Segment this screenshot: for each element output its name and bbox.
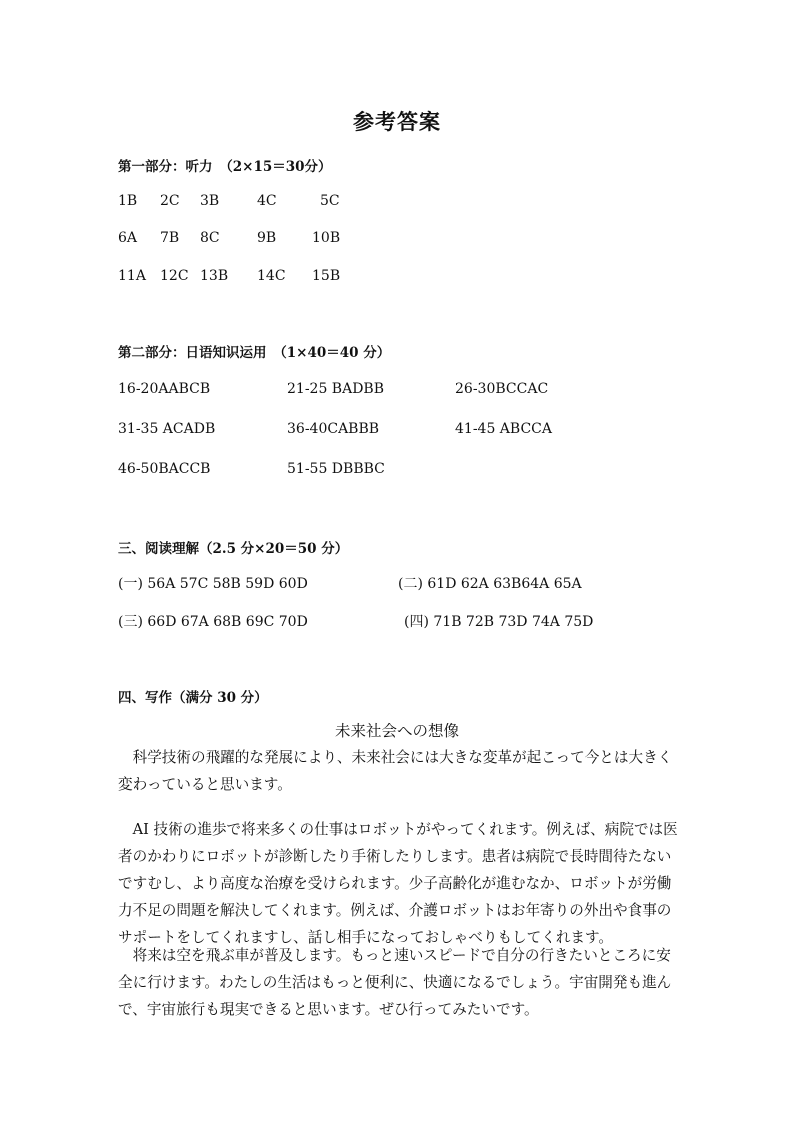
answer-cell: 3B [200, 193, 220, 209]
answer-cell: 11A [118, 268, 146, 284]
answer-cell: 8C [200, 230, 220, 246]
answer-cell: 21-25 BADBB [287, 381, 385, 397]
answer-cell: 41-45 ABCCA [455, 421, 553, 437]
answer-cell: 46-50BACCB [118, 461, 211, 477]
answer-cell: 26-30BCCAC [455, 381, 549, 397]
section-heading-listening: 第一部分：听力 （2×15＝30分） [118, 159, 332, 175]
answer-cell: 16-20AABCB [118, 381, 211, 397]
answer-cell: 4C [257, 193, 277, 209]
essay-paragraph: 科学技術の飛躍的な発展により、未来社会には大きな変革が起こって今とは大きく変わっていると思います。 [118, 749, 673, 793]
answer-cell: 15B [312, 268, 341, 284]
answer-cell: (一) 56A 57C 58B 59D 60D [118, 576, 308, 592]
essay-paragraph: AI 技術の進歩で将来多くの仕事はロボットがやってくれます。例えば、病院では医者のかわりにロボットが診断したり手術したりします。患者は病院で長時間待たないですむし、より高度な治療を受けられます。少子高齢化が進むなか、ロボットが労働力不足の問題を解決してくれます。例えば、介護ロボットはお年寄りの外出や食事のサポートをしてくれますし、話し相手になっておしゃべりもしてくれます。 [118, 821, 678, 946]
answer-cell: 13B [200, 268, 229, 284]
answer-cell: 14C [257, 268, 286, 284]
answer-cell: 9B [257, 230, 277, 246]
answer-cell: 51-55 DBBBC [287, 461, 385, 477]
answer-cell: 10B [312, 230, 341, 246]
answer-cell: 1B [118, 193, 138, 209]
answer-cell: 5C [320, 193, 340, 209]
essay-title: 未来社会への想像 [334, 722, 459, 740]
answer-cell: (二) 61D 62A 63B64A 65A [398, 576, 582, 592]
page-title: 参考答案 [353, 109, 441, 134]
answer-cell: 36-40CABBB [287, 421, 380, 437]
essay-paragraph: 将来は空を飛ぶ車が普及します。もっと速いスピードで自分の行きたいところに安全に行けます。わたしの生活はもっと便利に、快適になるでしょう。宇宙開発も進んで、宇宙旅行も現実できると思います。ぜひ行ってみたいです。 [118, 947, 672, 1018]
section-heading-reading: 三、阅读理解（2.5 分×20＝50 分） [118, 541, 349, 557]
answer-cell: (三) 66D 67A 68B 69C 70D [118, 614, 308, 630]
answer-cell: 6A [118, 230, 138, 246]
answer-cell: 12C [160, 268, 189, 284]
section-heading-knowledge: 第二部分：日语知识运用 （1×40＝40 分） [118, 345, 391, 361]
answer-cell: 7B [160, 230, 180, 246]
section-heading-writing: 四、写作（满分 30 分） [118, 690, 268, 706]
answer-cell: (四) 71B 72B 73D 74A 75D [404, 614, 594, 630]
answer-cell: 2C [160, 193, 180, 209]
answer-cell: 31-35 ACADB [118, 421, 216, 437]
